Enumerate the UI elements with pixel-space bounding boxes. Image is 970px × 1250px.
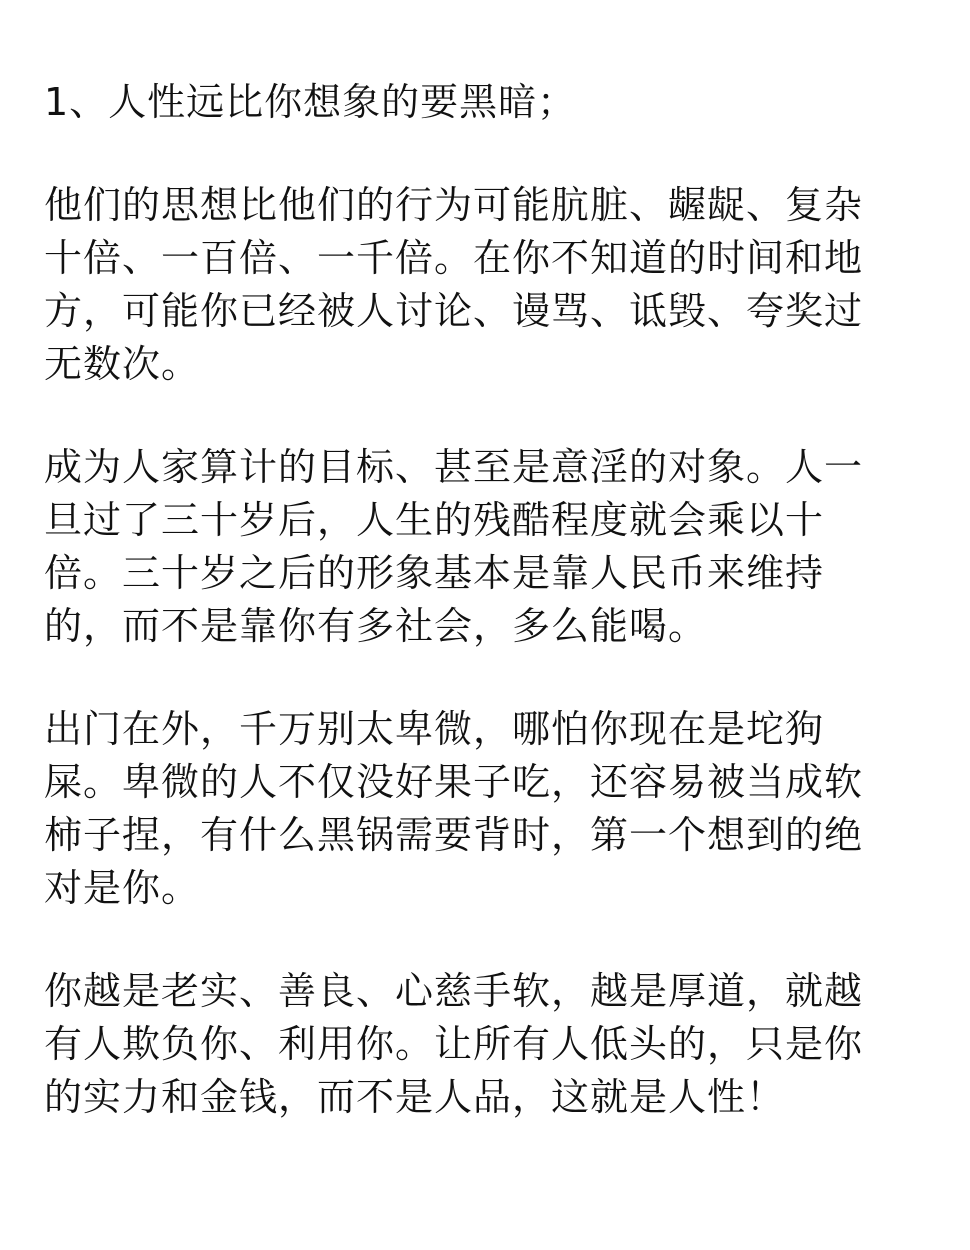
paragraph-gap bbox=[44, 653, 924, 703]
text-line: 屎。卑微的人不仅没好果子吃，还容易被当成软 bbox=[44, 760, 864, 804]
text-line: 出门在外，千万别太卑微，哪怕你现在是坨狗 bbox=[44, 707, 825, 751]
paragraph-gap bbox=[44, 391, 924, 441]
text-line: 他们的思想比他们的行为可能肮脏、龌龊、复杂 bbox=[44, 183, 864, 227]
text-line: 十倍、一百倍、一千倍。在你不知道的时间和地 bbox=[44, 236, 864, 280]
text-line: 1、人性远比你想象的要黑暗； bbox=[44, 80, 577, 124]
text-line: 的，而不是靠你有多社会，多么能喝。 bbox=[44, 604, 708, 648]
text-line: 倍。三十岁之后的形象基本是靠人民币来维持 bbox=[44, 551, 825, 595]
text-line: 成为人家算计的目标、甚至是意淫的对象。人一 bbox=[44, 445, 864, 489]
paragraph-3 bbox=[44, 441, 924, 653]
paragraph-2 bbox=[44, 179, 924, 391]
paragraph-heading bbox=[44, 76, 924, 129]
paragraph-gap bbox=[44, 915, 924, 965]
text-line: 旦过了三十岁后，人生的残酷程度就会乘以十 bbox=[44, 498, 825, 542]
text-line: 你越是老实、善良、心慈手软，越是厚道，就越 bbox=[44, 969, 864, 1013]
text-line: 的实力和金钱，而不是人品，这就是人性！ bbox=[44, 1075, 786, 1119]
text-line: 柿子捏，有什么黑锅需要背时，第一个想到的绝 bbox=[44, 813, 864, 857]
paragraph-gap bbox=[44, 129, 924, 179]
text-line: 无数次。 bbox=[44, 342, 201, 386]
article-body bbox=[44, 76, 924, 1124]
text-line: 有人欺负你、利用你。让所有人低头的，只是你 bbox=[44, 1022, 864, 1066]
text-line: 对是你。 bbox=[44, 866, 201, 910]
paragraph-4 bbox=[44, 703, 924, 915]
paragraph-5 bbox=[44, 965, 924, 1124]
text-line: 方，可能你已经被人讨论、谩骂、诋毁、夸奖过 bbox=[44, 289, 864, 333]
